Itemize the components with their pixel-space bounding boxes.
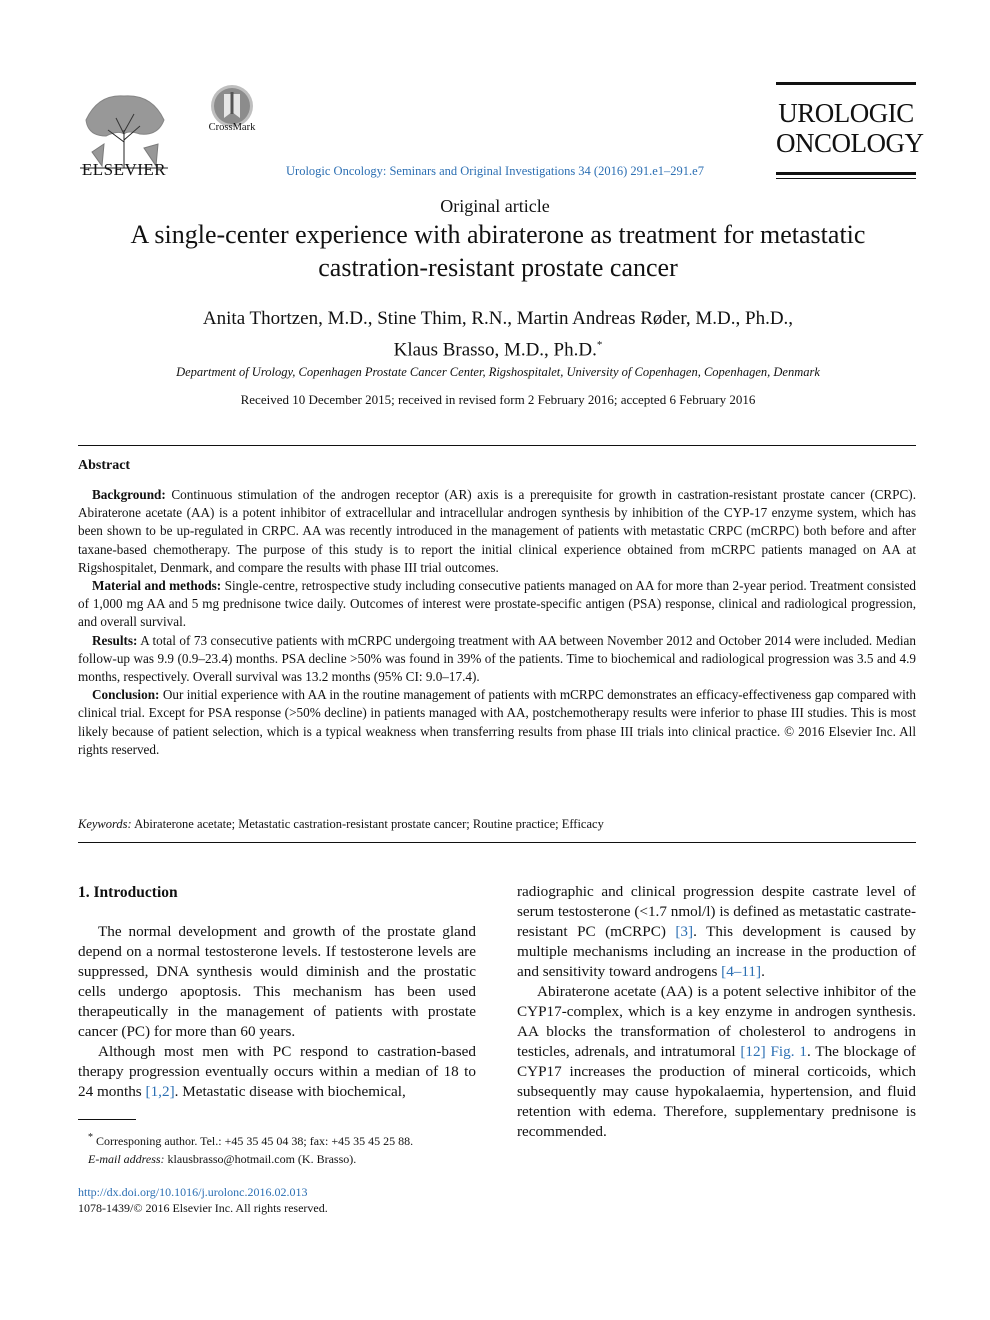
abstract-top-rule [78,445,916,446]
publisher-name: ELSEVIER [81,160,167,179]
intro-paragraph-3-end: . [761,963,765,980]
methods-text: Single-centre, retrospective study including consecutive patients managed on AA for more than 2-year period. Treatment consisted of 1,000 mg AA and 5 mg prednisone twice daily. Outcomes of interest were prostate-specific antigen (PSA) response, clinical and radiological progression, and overall survival. [78,578,917,630]
conclusion-label: Conclusion: [92,687,160,703]
authors-line-1: Anita Thortzen, M.D., Stine Thim, R.N., Martin Andreas Røder, M.D., Ph.D., [202,308,794,329]
intro-paragraph-2-end: . Metastatic disease with biochemical, [174,1083,406,1100]
reference-link-4-11[interactable]: [4–11] [721,963,762,980]
doi-link[interactable]: http://dx.doi.org/10.1016/j.urolonc.2016.02.013 [78,1185,308,1199]
intro-paragraph-2-continued [517,882,916,982]
intro-paragraph-1: The normal development and growth of the prostate gland depend on a normal testosterone levels. If testosterone levels are suppressed, DNA synthesis would diminish and the prostatic cells undergo apoptosis. This mechanism has been used therapeutically in the management of patients with prostate cancer (PC) for more than 60 years. [78,923,476,1040]
ref-close-bracket: ] [169,1083,175,1100]
intro-paragraph-4-text2: . The blockage of CYP17 increases the production of mineral corticoids, which subsequently may cause hypokalaemia, hypertension, and fluid retention with edema. Therefore, supplementary prednisone is recommended. [517,1043,916,1140]
crossmark-label: CrossMark [208,122,256,133]
section-heading-introduction: 1. Introduction [78,884,178,901]
issn-copyright: 1078-1439/© 2016 Elsevier Inc. All rights reserved. [78,1201,328,1215]
abstract-bottom-rule [78,842,916,843]
figure-link-1[interactable]: Fig. 1 [770,1043,807,1060]
journal-logo-line2: ONCOLOGY [776,128,924,158]
email-address[interactable]: klausbrasso@hotmail.com (K. Brasso). [167,1152,357,1166]
background-label: Background: [92,487,166,502]
email-footnote [78,1150,476,1168]
reference-link-2[interactable]: 2 [161,1083,170,1100]
reference-link-1[interactable]: 1 [150,1083,159,1100]
abstract-results [78,632,916,687]
intro-paragraph-3-text2: . This development is caused by multiple mechanisms including an increase in the production of and sensitivity toward androgens [517,923,916,980]
journal-logo-rule-top [776,82,916,85]
journal-logo-rule-bottom-thin [776,178,916,179]
results-text: A total of 73 consecutive patients with mCRPC undergoing treatment with AA between November 2012 and October 2014 were included. Median follow-up was 9.9 (0.9–23.4) months. PSA decline >50% was found in 39% of the patients. Time to biochemical and radiological progression was 3.5 and 4.9 months, respectively. Overall survival was 13.2 months (95% CI: 9.0–17.4). [78,632,916,685]
intro-paragraph-4-text: Abiraterone acetate (AA) is a potent selective inhibitor of the CYP17-complex, which is a key enzyme in androgen synthesis. AA blocks the transformation of cholesterol to androgens in testicles, adrenals, and intratumoral [517,983,916,1060]
abstract-conclusion [78,686,916,759]
intro-paragraph-2 [78,1042,476,1102]
journal-logo-line1: UROLOGIC [778,98,914,128]
article-dates: Received 10 December 2015; received in revised form 2 February 2016; accepted 6 February 2016 [240,392,756,407]
keywords [78,817,916,832]
background-text: Continuous stimulation of the androgen receptor (AR) axis is a prerequisite for growth in castration-resistant prostate cancer (CRPC). Abiraterone acetate (AA) is a potent inhibitor of extracellular and intracellular androgen synthesis by inhibition of the CYP-17 enzyme system, which has been shown to be up-regulated in CRPC. AA was recently introduced in the management of patients with metastatic CRPC (mCRPC) both before and after taxane-based chemotherapy. The purpose of this study is to report the initial clinical experience obtained from mCRPC patients managed on AA at Rigshospitalet, Denmark, and compare the results with phase III trial outcomes. [78,487,916,575]
right-column [517,882,916,1142]
abstract-background [78,486,916,577]
intro-paragraph-2-text: Although most men with PC respond to castration-based therapy progression eventually occurs within a median of 18 to 24 months [78,1043,476,1100]
abstract-body [78,486,916,759]
affiliation: Department of Urology, Copenhagen Prostate Cancer Center, Rigshospitalet, University of Copenhagen, Copenhagen, Denmark [176,365,820,379]
keywords-label: Keywords: [78,817,132,831]
intro-paragraph-3 [517,982,916,1142]
ref-separator: , [158,1083,162,1100]
intro-paragraph-3-text: radiographic and clinical progression despite castrate level of serum testosterone (<1.7 nmol/l) is defined as metastatic castrate-resistant PC (mCRPC) [517,883,916,940]
reference-link-12[interactable]: [12] [740,1043,766,1060]
corresponding-author-footnote [78,1129,476,1150]
abstract-heading: Abstract [78,458,131,473]
ref-open-bracket: [ [145,1083,151,1100]
journal-citation-link[interactable]: Urologic Oncology: Seminars and Original Investigations 34 (2016) 291.e1–291.e7 [286,164,704,178]
corresponding-author-text: Corresponing author. Tel.: +45 35 45 04 38; fax: +45 35 45 25 88. [96,1134,414,1148]
footnotes [78,1129,476,1168]
keywords-text: Abiraterone acetate; Metastatic castration-resistant prostate cancer; Routine practice; Efficacy [134,817,604,831]
journal-logo-rule-bottom [776,172,916,175]
left-column [78,922,476,1102]
abstract-methods [78,577,916,632]
author-list [80,305,916,363]
footnote-mark: * [88,1132,93,1143]
footnote-rule [78,1119,136,1120]
methods-label: Material and methods: [92,578,222,594]
corresponding-author-mark[interactable]: * [596,339,603,351]
conclusion-text: Our initial experience with AA in the routine management of patients with mCRPC demonstrates an efficacy-effectiveness gap compared with clinical trial. Except for PSA response (>50% decline) in patients managed with AA, postchemotherapy results were inferior to phase III studies. This is most likely because of patient selection, which is a typical weakness when transferring results from phase III trials into clinical practice. © 2016 Elsevier Inc. All rights reserved. [78,687,917,757]
results-label: Results: [92,632,138,648]
email-label: E-mail address: [88,1152,165,1166]
article-title: A single-center experience with abiraterone as treatment for metastatic castration-resistant prostate cancer [130,220,866,282]
authors-line-2 [80,332,916,363]
author-brasso: Klaus Brasso, M.D., Ph.D. [393,339,597,361]
reference-link-3[interactable]: [3] [675,923,694,940]
article-type: Original article [440,196,550,216]
